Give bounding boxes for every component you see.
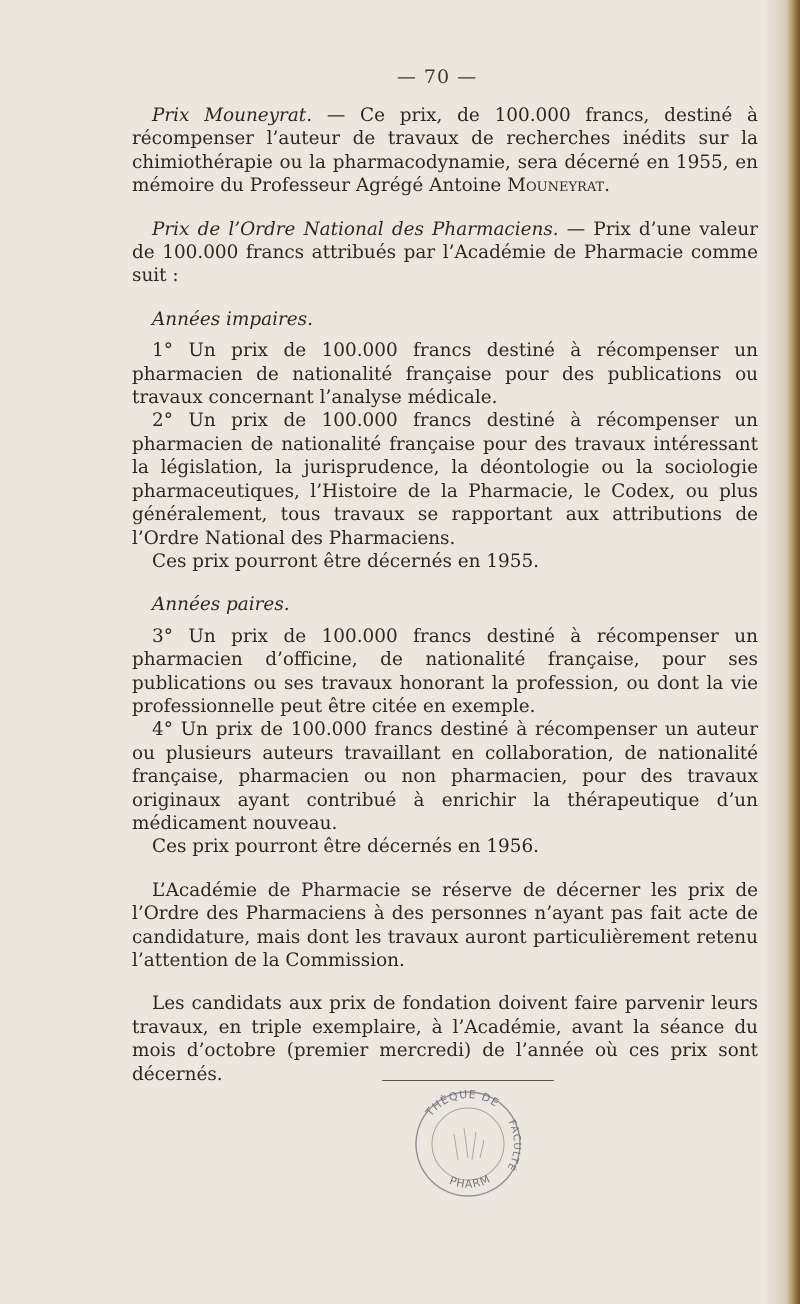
paragraph-prix-2: 2° Un prix de 100.000 francs destiné à récompenser un pharmacien de nationalité française pour des travaux intéressant la législation, la jurisprudence, la déontologie ou la sociologie pharmaceutiques, l’Histoire de la Pharmacie, le Codex, ou plus généralement, tous travaux se rapportant aux attributions de l’Ordre National des Pharmaciens. [132, 410, 758, 549]
paragraph-reserve: L’Académie de Pharmacie se réserve de décerner les prix de l’Ordre des Pharmaciens à des personnes n’ayant pas fait acte de candidature, mais dont les travaux auront particulièrement retenu l’attention de la Commission. [132, 879, 758, 971]
prix-ordre-title: Prix de l’Ordre National des Pharmaciens. [152, 218, 559, 240]
stamp-bottom-text: PHARM [447, 1172, 493, 1191]
page-number: — 70 — [396, 66, 478, 88]
prix-mouneyrat-title: Prix Mouneyrat. [152, 105, 313, 126]
paragraph-prix-4: 4° Un prix de 100.000 francs destiné à récompenser un auteur ou plusieurs auteurs travaillant en collaboration, de nationalité française, pharmacien ou non pharmacien, pour des travaux originaux ayant contribué à enrichir la thérapeutique d’un médicament nouveau. [132, 719, 758, 834]
paragraph-prix-ordre [132, 218, 758, 288]
heading-annees-impaires: Années impaires. [152, 308, 313, 330]
prix-mouneyrat-name: Mouneyrat. [507, 175, 611, 197]
stamp-top-text: THÈQUE DE [423, 1087, 502, 1119]
svg-text:PHARM [448, 1172, 493, 1191]
paragraph-prix-1: 1° Un prix de 100.000 francs destiné à récompenser un pharmacien de nationalité française pour des publications ou travaux concernant l’analyse médicale. [132, 340, 758, 409]
paragraph-paires-note: Ces prix pourront être décernés en 1956. [152, 836, 539, 858]
paragraph-prix-3: 3° Un prix de 100.000 francs destiné à récompenser un pharmacien d’officine, de nationalité française, pour ses publications ou ses travaux honorant la profession, ou dont la vie professionnelle peut être citée en exemple. [132, 625, 758, 717]
stamp-right-text: FACULTÉ [504, 1118, 523, 1173]
library-stamp-icon [398, 1082, 538, 1206]
paragraph-prix-mouneyrat [132, 104, 758, 198]
prix-mouneyrat-body: — Ce prix, de 100.000 francs, destiné à récompenser l’auteur de travaux de recherches inédits sur la chimiothérapie ou la pharmacodynamie, sera décerné en 1955, en mémoire du Professeur Agrégé Antoine [132, 105, 759, 197]
heading-annees-paires: Années paires. [152, 594, 290, 616]
paragraph-impaires-note: Ces prix pourront être décernés en 1955. [152, 550, 539, 572]
prix-ordre-body: — Prix d’une valeur de 100.000 francs attribués par l’Académie de Pharmacie comme suit : [132, 218, 759, 287]
paragraph-candidats: Les candidats aux prix de fondation doivent faire parvenir leurs travaux, en triple exemplaire, à l’Académie, avant la séance du mois d’octobre (premier mercredi) de l’année où ces prix sont décernés. [132, 993, 758, 1085]
page-edge [786, 0, 800, 1304]
end-rule [382, 1080, 554, 1081]
body-text [132, 104, 758, 1086]
svg-text:FACULTÉ [490, 1118, 534, 1177]
page-edge-shadow [764, 0, 786, 1304]
